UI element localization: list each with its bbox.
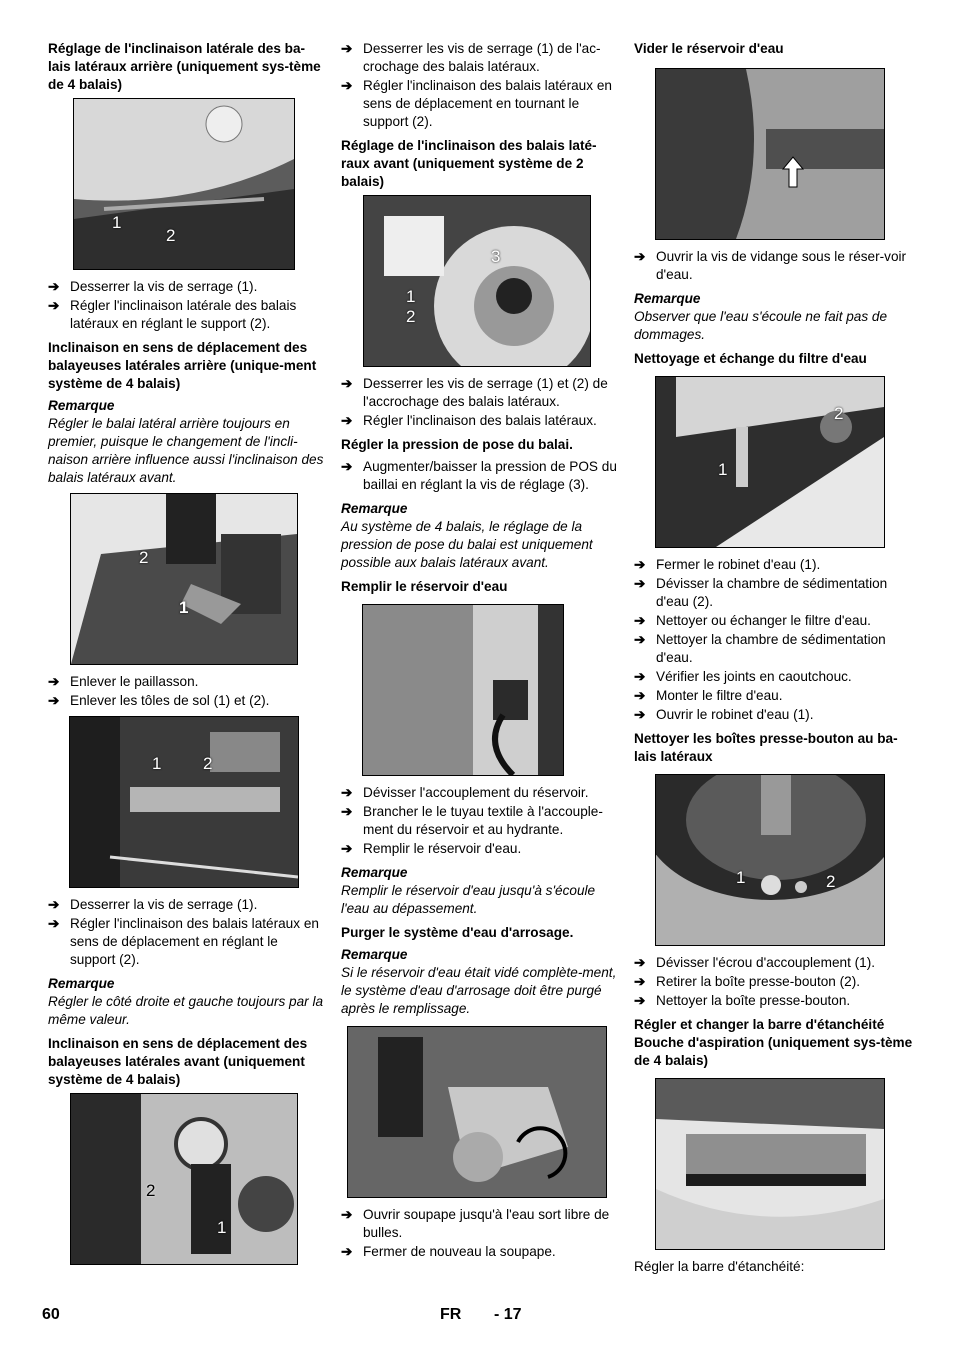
arrow-right-icon: ➔ — [48, 916, 60, 931]
note: Au système de 4 balais, le réglage de la pression de pose du balai est uniquement possible aux balais latéraux avant. — [341, 519, 593, 570]
arrow-right-icon: ➔ — [341, 1244, 353, 1259]
note: Régler le balai latéral arrière toujours en premier, puisque le changement de l'incli-naison arrière influence aussi l'inclinaison des balais latéraux avant. — [48, 416, 324, 485]
photo-front-brush — [363, 195, 591, 367]
heading: Régler et changer la barre d'étanchéité Bouche d'aspiration (uniquement sys-tème de 4 balais) — [634, 1017, 913, 1068]
step: ➔ Fermer de nouveau la soupape. — [341, 1244, 556, 1259]
step: ➔ Enlever les tôles de sol (1) et (2). — [48, 693, 270, 708]
note-label: Remarque — [48, 398, 115, 413]
step: ➔ Nettoyer la chambre de sédimentation d'eau. — [634, 632, 886, 665]
arrow-right-icon: ➔ — [634, 707, 646, 722]
steps — [341, 40, 617, 131]
arrow-right-icon: ➔ — [634, 557, 646, 572]
callout-1: 1 — [152, 754, 162, 773]
step: ➔ Remplir le réservoir d'eau. — [341, 841, 522, 856]
step: ➔ Monter le filtre d'eau. — [634, 688, 783, 703]
heading: Régler la pression de pose du balai. — [341, 437, 573, 452]
steps — [341, 1206, 617, 1261]
heading: Réglage de l'inclinaison des balais laté-raux avant (uniquement système de 2 balais) — [341, 138, 597, 189]
heading: Vider le réservoir d'eau — [634, 41, 784, 56]
step: ➔ Dévisser l'écrou d'accouplement (1). — [634, 955, 876, 970]
step: ➔ Nettoyer la boîte presse-bouton. — [634, 993, 851, 1008]
callout-2: 2 — [203, 754, 213, 773]
arrow-right-icon: ➔ — [48, 279, 60, 294]
callout-2: 2 — [406, 307, 416, 326]
arrow-right-icon: ➔ — [341, 804, 353, 819]
steps — [48, 278, 324, 333]
step: ➔ Dévisser l'accouplement du réservoir. — [341, 785, 589, 800]
photo-sealing-strip — [655, 1078, 885, 1250]
language-code: FR — [440, 1306, 462, 1323]
step: ➔ Nettoyer ou échanger le filtre d'eau. — [634, 613, 871, 628]
step: ➔ Ouvrir la vis de vidange sous le réser-voir d'eau. — [634, 249, 907, 282]
photo-valve — [347, 1026, 607, 1198]
step: ➔ Régler l'inclinaison latérale des balais latéraux en réglant le support (2). — [48, 298, 297, 331]
callout-2: 2 — [139, 548, 149, 567]
step: ➔ Augmenter/baisser la pression de POS du baillai en réglant la vis de réglage (3). — [341, 459, 617, 492]
column-3 — [634, 40, 914, 1280]
step: ➔ Dévisser la chambre de sédimentation d'eau (2). — [634, 576, 888, 609]
step: ➔ Régler l'inclinaison des balais latéraux en sens de déplacement en réglant le support (2). — [48, 916, 319, 967]
step: ➔ Régler l'inclinaison des balais latéraux. — [341, 413, 597, 428]
note: Observer que l'eau s'écoule ne fait pas de dommages. — [634, 309, 888, 342]
arrow-right-icon: ➔ — [341, 1207, 353, 1222]
column-2 — [341, 40, 617, 1267]
steps — [341, 375, 617, 430]
steps — [634, 248, 914, 284]
page-number: 60 — [42, 1306, 60, 1323]
arrow-right-icon: ➔ — [634, 669, 646, 684]
callout-2: 2 — [166, 226, 176, 245]
callout-2: 2 — [834, 404, 844, 423]
photo-rear-brush-mount — [73, 98, 295, 270]
column-1 — [48, 40, 324, 1273]
arrow-right-icon: ➔ — [48, 674, 60, 689]
step: ➔ Brancher le le tuyau textile à l'accouple-ment du réservoir et au hydrante. — [341, 804, 603, 837]
arrow-right-icon: ➔ — [341, 376, 353, 391]
step: ➔ Desserrer la vis de serrage (1). — [48, 897, 258, 912]
arrow-right-icon: ➔ — [341, 41, 353, 56]
steps — [634, 954, 914, 1010]
arrow-right-icon: ➔ — [634, 955, 646, 970]
photo-floor-plates — [70, 493, 298, 665]
heading: Nettoyer les boîtes presse-bouton au ba-lais latéraux — [634, 731, 898, 764]
callout-1: 1 — [718, 460, 728, 479]
photo-brush-hub — [655, 774, 885, 946]
steps — [341, 784, 617, 858]
step: ➔ Enlever le paillasson. — [48, 674, 199, 689]
photo-drain-screw — [655, 68, 885, 240]
note: Si le réservoir d'eau était vidé complète-ment, le système d'eau d'arrosage doit être purgé après le remplissage. — [341, 965, 617, 1016]
callout-2: 2 — [826, 872, 836, 891]
steps — [341, 458, 617, 494]
step: ➔ Ouvrir soupape jusqu'à l'eau sort libre de bulles. — [341, 1207, 610, 1240]
heading: Inclinaison en sens de déplacement des balayeuses latérales arrière (unique-ment système de 4 balais) — [48, 340, 317, 391]
note-label: Remarque — [341, 947, 408, 962]
note: Régler le côté droite et gauche toujours par la même valeur. — [48, 994, 324, 1027]
callout-1: 1 — [736, 868, 746, 887]
arrow-right-icon: ➔ — [634, 993, 646, 1008]
callout-1: 1 — [217, 1218, 227, 1237]
step: ➔ Desserrer la vis de serrage (1). — [48, 279, 258, 294]
step: ➔ Fermer le robinet d'eau (1). — [634, 557, 821, 572]
arrow-right-icon: ➔ — [341, 785, 353, 800]
arrow-right-icon: ➔ — [48, 897, 60, 912]
arrow-right-icon: ➔ — [341, 459, 353, 474]
callout-1: 1 — [112, 213, 122, 232]
arrow-right-icon: ➔ — [48, 298, 60, 313]
arrow-right-icon: ➔ — [341, 78, 353, 93]
step: ➔ Desserrer les vis de serrage (1) de l'ac-crochage des balais latéraux. — [341, 41, 601, 74]
photo-water-filter — [655, 376, 885, 548]
note-label: Remarque — [341, 501, 408, 516]
note-label: Remarque — [634, 291, 701, 306]
heading: Purger le système d'eau d'arrosage. — [341, 925, 574, 940]
callout-3: 3 — [491, 247, 501, 266]
heading: Remplir le réservoir d'eau — [341, 579, 508, 594]
arrow-right-icon: ➔ — [48, 693, 60, 708]
callout-2: 2 — [146, 1181, 156, 1200]
arrow-right-icon: ➔ — [341, 841, 353, 856]
note-label: Remarque — [341, 865, 408, 880]
note: Remplir le réservoir d'eau jusqu'à s'écoule l'eau au dépassement. — [341, 883, 596, 916]
photo-tank-coupling — [362, 604, 564, 776]
arrow-right-icon: ➔ — [634, 632, 646, 647]
steps — [634, 556, 914, 724]
steps — [48, 896, 324, 969]
steps — [48, 673, 324, 710]
step: ➔ Desserrer les vis de serrage (1) et (2) de l'accrochage des balais latéraux. — [341, 376, 608, 409]
heading: Nettoyage et échange du filtre d'eau — [634, 351, 867, 366]
step: ➔ Régler l'inclinaison des balais latéraux en sens de déplacement en tournant le support (2). — [341, 78, 612, 129]
arrow-right-icon: ➔ — [634, 974, 646, 989]
photo-rear-brush-support — [69, 716, 299, 888]
heading: Inclinaison en sens de déplacement des balayeuses latérales avant (uniquement système de 4 balais) — [48, 1036, 308, 1087]
section-page-number: - 17 — [494, 1306, 522, 1323]
arrow-right-icon: ➔ — [634, 613, 646, 628]
step: ➔ Ouvrir le robinet d'eau (1). — [634, 707, 814, 722]
arrow-right-icon: ➔ — [634, 249, 646, 264]
photo-front-brush-mount — [70, 1093, 298, 1265]
step: ➔ Vérifier les joints en caoutchouc. — [634, 669, 852, 684]
arrow-right-icon: ➔ — [634, 576, 646, 591]
arrow-right-icon: ➔ — [634, 688, 646, 703]
heading: Réglage de l'inclinaison latérale des ba-lais latéraux arrière (uniquement sys-tème de 4 balais) — [48, 41, 321, 92]
paragraph: Régler la barre d'étanchéité: — [634, 1259, 805, 1274]
note-label: Remarque — [48, 976, 115, 991]
step: ➔ Retirer la boîte presse-bouton (2). — [634, 974, 861, 989]
callout-1: 1 — [179, 598, 189, 617]
callout-1: 1 — [406, 287, 416, 306]
arrow-right-icon: ➔ — [341, 413, 353, 428]
